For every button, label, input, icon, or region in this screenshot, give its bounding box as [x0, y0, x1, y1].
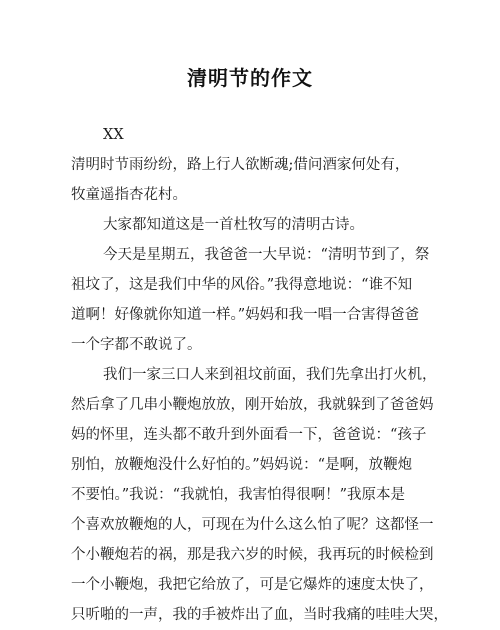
text-line: 道啊！好像就你知道一样。”妈妈和我一唱一合害得爸爸 [71, 307, 420, 323]
text-line: 我们一家三口人来到祖坟前面，我们先拿出打火机， [103, 367, 437, 383]
text-line: 个喜欢放鞭炮的人，可现在为什么这么怕了呢？这都怪一 [71, 517, 434, 533]
text-line: 妈的怀里，连头都不敢升到外面看一下，爸爸说：“孩子 [71, 427, 427, 443]
text-line: 清明时节雨纷纷，路上行人欲断魂;借问酒家何处有， [71, 157, 410, 173]
text-line: 今天是星期五，我爸爸一大早说：“清明节到了，祭 [103, 247, 430, 263]
text-line: 只听啪的一声，我的手被炸出了血，当时我痛的哇哇大哭， [71, 607, 448, 623]
text-line: 一个小鞭炮，我把它给放了，可是它爆炸的速度太快了， [71, 577, 434, 593]
text-line: 别怕，放鞭炮没什么好怕的。”妈妈说：“是啊，放鞭炮 [71, 457, 413, 473]
text-line: 不要怕。”我说：“我就怕，我害怕得很啊！”我原本是 [71, 487, 405, 503]
text-line: 牧童遥指杏花村。 [71, 187, 187, 203]
document-title: 清明节的作文 [187, 66, 313, 90]
text-line: XX [103, 127, 124, 143]
document-body [71, 120, 448, 630]
text-line: 一个字都不敢说了。 [71, 337, 202, 353]
text-line: 然后拿了几串小鞭炮放放，刚开始放，我就躲到了爸爸妈 [71, 397, 434, 413]
text-line: 祖坟了，这是我们中华的风俗。”我得意地说：“谁不知 [71, 277, 413, 293]
text-line: 大家都知道这是一首杜牧写的清明古诗。 [103, 217, 364, 233]
text-line: 个小鞭炮若的祸，那是我六岁的时候，我再玩的时候检到 [71, 547, 434, 563]
